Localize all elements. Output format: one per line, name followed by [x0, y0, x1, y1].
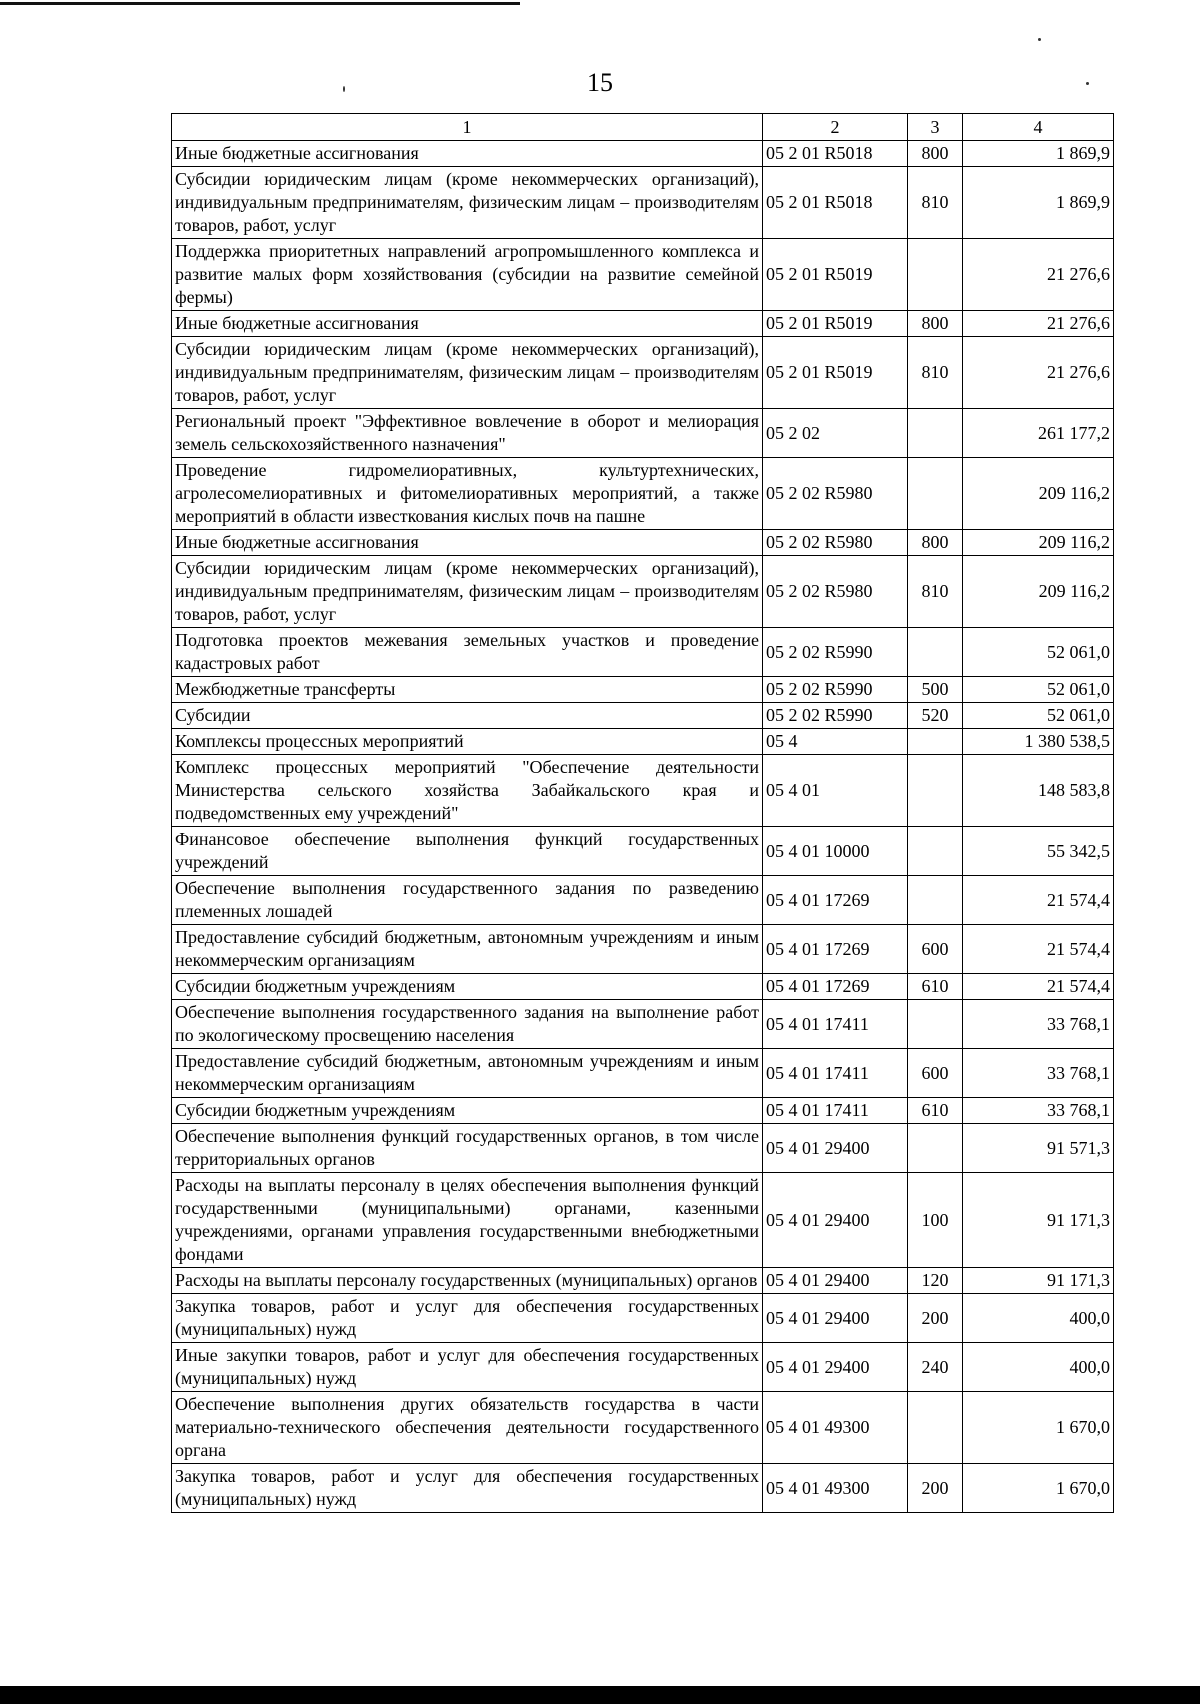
- row-name-cell: Региональный проект "Эффективное вовлечение в оборот и мелиорация земель сельскохозяйственного назначения": [172, 409, 763, 458]
- row-sum-cell: 209 116,2: [963, 458, 1114, 530]
- row-code-cell: 05 4 01: [763, 755, 908, 827]
- row-name-cell: Межбюджетные трансферты: [172, 677, 763, 703]
- row-kind-cell: [908, 729, 963, 755]
- row-name-cell: Закупка товаров, работ и услуг для обеспечения государственных (муниципальных) нужд: [172, 1464, 763, 1513]
- row-code-cell: 05 2 02 R5990: [763, 677, 908, 703]
- row-name-cell: Иные бюджетные ассигнования: [172, 311, 763, 337]
- table-row: [172, 1173, 1114, 1268]
- row-name-cell: Субсидии бюджетным учреждениям: [172, 1098, 763, 1124]
- row-sum-cell: 21 276,6: [963, 337, 1114, 409]
- row-sum-cell: 21 276,6: [963, 311, 1114, 337]
- table-row: [172, 1294, 1114, 1343]
- row-code-cell: 05 4 01 29400: [763, 1268, 908, 1294]
- row-kind-cell: 800: [908, 311, 963, 337]
- row-kind-cell: 810: [908, 556, 963, 628]
- row-kind-cell: 120: [908, 1268, 963, 1294]
- row-code-cell: 05 2 02 R5990: [763, 628, 908, 677]
- table-row: [172, 239, 1114, 311]
- row-kind-cell: [908, 239, 963, 311]
- table-header-row: [172, 114, 1114, 141]
- table-row: [172, 1098, 1114, 1124]
- row-sum-cell: 1 670,0: [963, 1392, 1114, 1464]
- table-row: [172, 1124, 1114, 1173]
- row-name-cell: Предоставление субсидий бюджетным, автономным учреждениям и иным некоммерческим организациям: [172, 1049, 763, 1098]
- row-kind-cell: 100: [908, 1173, 963, 1268]
- row-code-cell: 05 4 01 17269: [763, 876, 908, 925]
- table-row: [172, 556, 1114, 628]
- row-sum-cell: 1 869,9: [963, 141, 1114, 167]
- row-code-cell: 05 4 01 29400: [763, 1294, 908, 1343]
- row-code-cell: 05 4 01 29400: [763, 1173, 908, 1268]
- column-header-sum: 4: [963, 114, 1114, 141]
- row-code-cell: 05 4 01 49300: [763, 1392, 908, 1464]
- row-sum-cell: 261 177,2: [963, 409, 1114, 458]
- row-name-cell: Субсидии юридическим лицам (кроме некоммерческих организаций), индивидуальным предпринимателям, физическим лицам – производителям товаров, работ, услуг: [172, 556, 763, 628]
- row-kind-cell: 810: [908, 337, 963, 409]
- row-code-cell: 05 4 01 17269: [763, 974, 908, 1000]
- row-sum-cell: 21 276,6: [963, 239, 1114, 311]
- table-row: [172, 729, 1114, 755]
- row-sum-cell: 400,0: [963, 1343, 1114, 1392]
- table-row: [172, 703, 1114, 729]
- row-sum-cell: 209 116,2: [963, 556, 1114, 628]
- row-code-cell: 05 4 01 17411: [763, 1000, 908, 1049]
- row-kind-cell: 200: [908, 1464, 963, 1513]
- row-sum-cell: 33 768,1: [963, 1049, 1114, 1098]
- row-sum-cell: 91 571,3: [963, 1124, 1114, 1173]
- table-row: [172, 628, 1114, 677]
- table-row: [172, 677, 1114, 703]
- column-header-code: 2: [763, 114, 908, 141]
- row-name-cell: Обеспечение выполнения государственного задания по разведению племенных лошадей: [172, 876, 763, 925]
- scan-speck: [1038, 38, 1041, 41]
- row-sum-cell: 52 061,0: [963, 703, 1114, 729]
- row-kind-cell: [908, 409, 963, 458]
- row-sum-cell: 33 768,1: [963, 1000, 1114, 1049]
- page-number: 15: [587, 68, 613, 97]
- row-sum-cell: 209 116,2: [963, 530, 1114, 556]
- row-sum-cell: 21 574,4: [963, 925, 1114, 974]
- column-header-name: 1: [172, 114, 763, 141]
- row-kind-cell: 610: [908, 1098, 963, 1124]
- table-row: [172, 1000, 1114, 1049]
- table-row: [172, 458, 1114, 530]
- row-sum-cell: 21 574,4: [963, 974, 1114, 1000]
- row-name-cell: Финансовое обеспечение выполнения функций государственных учреждений: [172, 827, 763, 876]
- row-sum-cell: 55 342,5: [963, 827, 1114, 876]
- row-code-cell: 05 4 01 10000: [763, 827, 908, 876]
- row-name-cell: Расходы на выплаты персоналу государственных (муниципальных) органов: [172, 1268, 763, 1294]
- row-name-cell: Иные бюджетные ассигнования: [172, 530, 763, 556]
- table-row: [172, 876, 1114, 925]
- row-name-cell: Иные бюджетные ассигнования: [172, 141, 763, 167]
- row-sum-cell: 1 380 538,5: [963, 729, 1114, 755]
- row-code-cell: 05 2 01 R5019: [763, 239, 908, 311]
- row-kind-cell: 240: [908, 1343, 963, 1392]
- row-kind-cell: [908, 755, 963, 827]
- budget-table: [171, 113, 1114, 1513]
- row-code-cell: 05 4 01 49300: [763, 1464, 908, 1513]
- row-code-cell: 05 2 02 R5980: [763, 458, 908, 530]
- table-row: [172, 1268, 1114, 1294]
- table-row: [172, 1464, 1114, 1513]
- table-row: [172, 1049, 1114, 1098]
- row-sum-cell: 21 574,4: [963, 876, 1114, 925]
- row-kind-cell: 800: [908, 141, 963, 167]
- column-header-kind: 3: [908, 114, 963, 141]
- row-name-cell: Субсидии юридическим лицам (кроме некоммерческих организаций), индивидуальным предпринимателям, физическим лицам – производителям товаров, работ, услуг: [172, 337, 763, 409]
- table-row: [172, 925, 1114, 974]
- table-row: [172, 974, 1114, 1000]
- row-kind-cell: 600: [908, 925, 963, 974]
- row-kind-cell: 610: [908, 974, 963, 1000]
- row-name-cell: Субсидии бюджетным учреждениям: [172, 974, 763, 1000]
- row-name-cell: Поддержка приоритетных направлений агропромышленного комплекса и развитие малых форм хозяйствования (субсидии на развитие семейной фермы): [172, 239, 763, 311]
- row-kind-cell: 810: [908, 167, 963, 239]
- row-code-cell: 05 2 02 R5980: [763, 556, 908, 628]
- row-code-cell: 05 2 01 R5019: [763, 337, 908, 409]
- row-kind-cell: 500: [908, 677, 963, 703]
- row-code-cell: 05 4 01 29400: [763, 1124, 908, 1173]
- row-code-cell: 05 4 01 17411: [763, 1049, 908, 1098]
- row-code-cell: 05 4 01 29400: [763, 1343, 908, 1392]
- row-kind-cell: [908, 458, 963, 530]
- row-code-cell: 05 2 02 R5990: [763, 703, 908, 729]
- table-row: [172, 141, 1114, 167]
- row-name-cell: Обеспечение выполнения других обязательств государства в части материально-технического обеспечения деятельности государственного органа: [172, 1392, 763, 1464]
- row-code-cell: 05 2 01 R5018: [763, 167, 908, 239]
- row-kind-cell: 520: [908, 703, 963, 729]
- row-code-cell: 05 2 02 R5980: [763, 530, 908, 556]
- row-sum-cell: 91 171,3: [963, 1173, 1114, 1268]
- row-sum-cell: 91 171,3: [963, 1268, 1114, 1294]
- row-name-cell: Проведение гидромелиоративных, культуртехнических, агролесомелиоративных и фитомелиоративных мероприятий, а также мероприятий в области известкования кислых почв на пашне: [172, 458, 763, 530]
- row-code-cell: 05 2 01 R5018: [763, 141, 908, 167]
- row-sum-cell: 400,0: [963, 1294, 1114, 1343]
- row-name-cell: Субсидии: [172, 703, 763, 729]
- row-kind-cell: 200: [908, 1294, 963, 1343]
- row-code-cell: 05 2 01 R5019: [763, 311, 908, 337]
- row-name-cell: Предоставление субсидий бюджетным, автономным учреждениям и иным некоммерческим организациям: [172, 925, 763, 974]
- table-row: [172, 337, 1114, 409]
- row-name-cell: Обеспечение выполнения функций государственных органов, в том числе территориальных органов: [172, 1124, 763, 1173]
- row-code-cell: 05 4 01 17411: [763, 1098, 908, 1124]
- row-name-cell: Комплекс процессных мероприятий "Обеспечение деятельности Министерства сельского хозяйства Забайкальского края и подведомственных ему учреждений": [172, 755, 763, 827]
- row-sum-cell: 1 670,0: [963, 1464, 1114, 1513]
- row-kind-cell: [908, 876, 963, 925]
- row-kind-cell: [908, 1392, 963, 1464]
- row-code-cell: 05 2 02: [763, 409, 908, 458]
- row-name-cell: Подготовка проектов межевания земельных участков и проведение кадастровых работ: [172, 628, 763, 677]
- table-row: [172, 409, 1114, 458]
- row-name-cell: Комплексы процессных мероприятий: [172, 729, 763, 755]
- row-kind-cell: [908, 628, 963, 677]
- row-kind-cell: [908, 827, 963, 876]
- row-sum-cell: 52 061,0: [963, 677, 1114, 703]
- row-name-cell: Обеспечение выполнения государственного задания на выполнение работ по экологическому просвещению населения: [172, 1000, 763, 1049]
- row-code-cell: 05 4 01 17269: [763, 925, 908, 974]
- table-row: [172, 167, 1114, 239]
- row-kind-cell: 600: [908, 1049, 963, 1098]
- row-sum-cell: 148 583,8: [963, 755, 1114, 827]
- table-row: [172, 827, 1114, 876]
- scan-top-rule: [0, 2, 520, 5]
- table-row: [172, 311, 1114, 337]
- row-name-cell: Иные закупки товаров, работ и услуг для обеспечения государственных (муниципальных) нужд: [172, 1343, 763, 1392]
- row-name-cell: Расходы на выплаты персоналу в целях обеспечения выполнения функций государственными (муниципальными) органами, казенными учреждениями, органами управления государственными внебюджетными фондами: [172, 1173, 763, 1268]
- row-kind-cell: [908, 1124, 963, 1173]
- table-row: [172, 755, 1114, 827]
- scan-bottom-bar: [0, 1686, 1200, 1704]
- row-sum-cell: 52 061,0: [963, 628, 1114, 677]
- table-row: [172, 1343, 1114, 1392]
- row-name-cell: Субсидии юридическим лицам (кроме некоммерческих организаций), индивидуальным предпринимателям, физическим лицам – производителям товаров, работ, услуг: [172, 167, 763, 239]
- row-kind-cell: 800: [908, 530, 963, 556]
- row-sum-cell: 33 768,1: [963, 1098, 1114, 1124]
- row-kind-cell: [908, 1000, 963, 1049]
- table-row: [172, 1392, 1114, 1464]
- row-code-cell: 05 4: [763, 729, 908, 755]
- table-row: [172, 530, 1114, 556]
- row-sum-cell: 1 869,9: [963, 167, 1114, 239]
- row-name-cell: Закупка товаров, работ и услуг для обеспечения государственных (муниципальных) нужд: [172, 1294, 763, 1343]
